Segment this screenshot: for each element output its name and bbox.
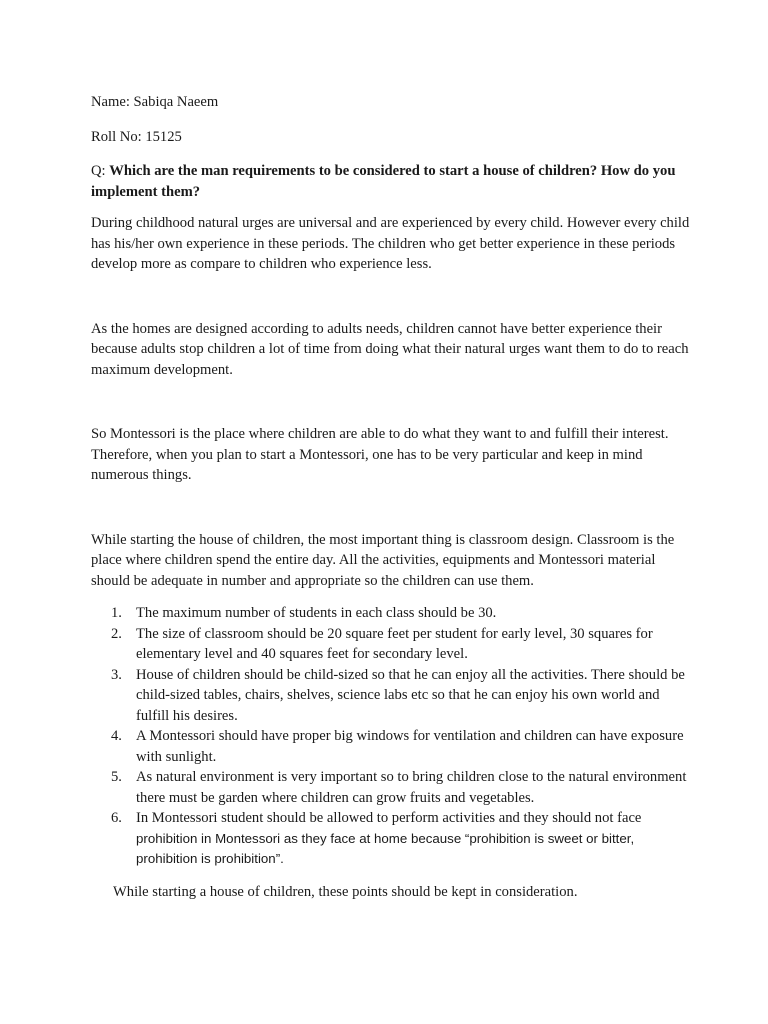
student-name: Name: Sabiqa Naeem — [91, 94, 219, 110]
list-text: The maximum number of students in each class should be 30. — [136, 605, 497, 621]
list-number: 3. — [111, 666, 122, 683]
paragraph-4: While starting the house of children, the most important thing is classroom design. Classroom is the place where children spend the entire day. All the activities, equipments and Montessori material should be adequate in number and appropriate so the children can use them. — [91, 531, 675, 589]
list-number: 5. — [111, 769, 122, 785]
question-text: Which are the man requirements to be considered to start a house of children? How do you implement them? — [91, 163, 676, 200]
list-text: As natural environment is very important so to bring children close to the natural environment there must be garden where children can grow fruits and vegetables. — [136, 769, 687, 806]
paragraph-3: So Montessori is the place where children are able to do what they want to and fulfill their interest. Therefore, when you plan to start a Montessori, one has to be very particular and keep in mind numerous things. — [91, 426, 669, 483]
roll-number: Roll No: 15125 — [91, 128, 182, 145]
paragraph-2: As the homes are designed according to adults needs, children cannot have better experience their because adults stop children a lot of time from doing what their natural urges want them to do to reach maximum development. — [91, 320, 689, 378]
list-item — [91, 665, 691, 727]
list-number: 2. — [111, 625, 122, 642]
list-text: The size of classroom should be 20 square feet per student for early level, 30 squares for elementary level and 40 squares feet for secondary level. — [136, 625, 653, 662]
list-text: House of children should be child-sized so that he can enjoy all the activities. There should be child-sized tables, chairs, shelves, science labs etc so that he can enjoy his own world and fulfill his desires. — [136, 666, 685, 724]
list-text-quote: prohibition in Montessori as they face at home because “prohibition is sweet or bitter, prohibition is prohibition”. — [136, 830, 635, 866]
document-page — [91, 92, 691, 902]
list-number: 6. — [111, 810, 122, 826]
list-item — [91, 767, 691, 808]
requirements-list — [91, 603, 691, 870]
question-prefix: Q: — [91, 163, 110, 179]
list-item — [91, 603, 691, 624]
list-item — [91, 624, 691, 665]
list-item — [91, 808, 691, 870]
list-number: 4. — [111, 728, 122, 744]
list-item — [91, 726, 691, 767]
list-text: A Montessori should have proper big windows for ventilation and children can have exposure with sunlight. — [136, 728, 684, 765]
question — [91, 161, 691, 202]
paragraph-1: During childhood natural urges are universal and are experienced by every child. However every child has his/her own experience in these periods. The children who get better experience in these periods develop more as compare to children who experience less. — [91, 215, 690, 272]
list-text: In Montessori student should be allowed to perform activities and they should not face — [136, 810, 642, 826]
closing-statement: While starting a house of children, these points should be kept in consideration. — [113, 883, 578, 900]
list-number: 1. — [111, 605, 122, 621]
